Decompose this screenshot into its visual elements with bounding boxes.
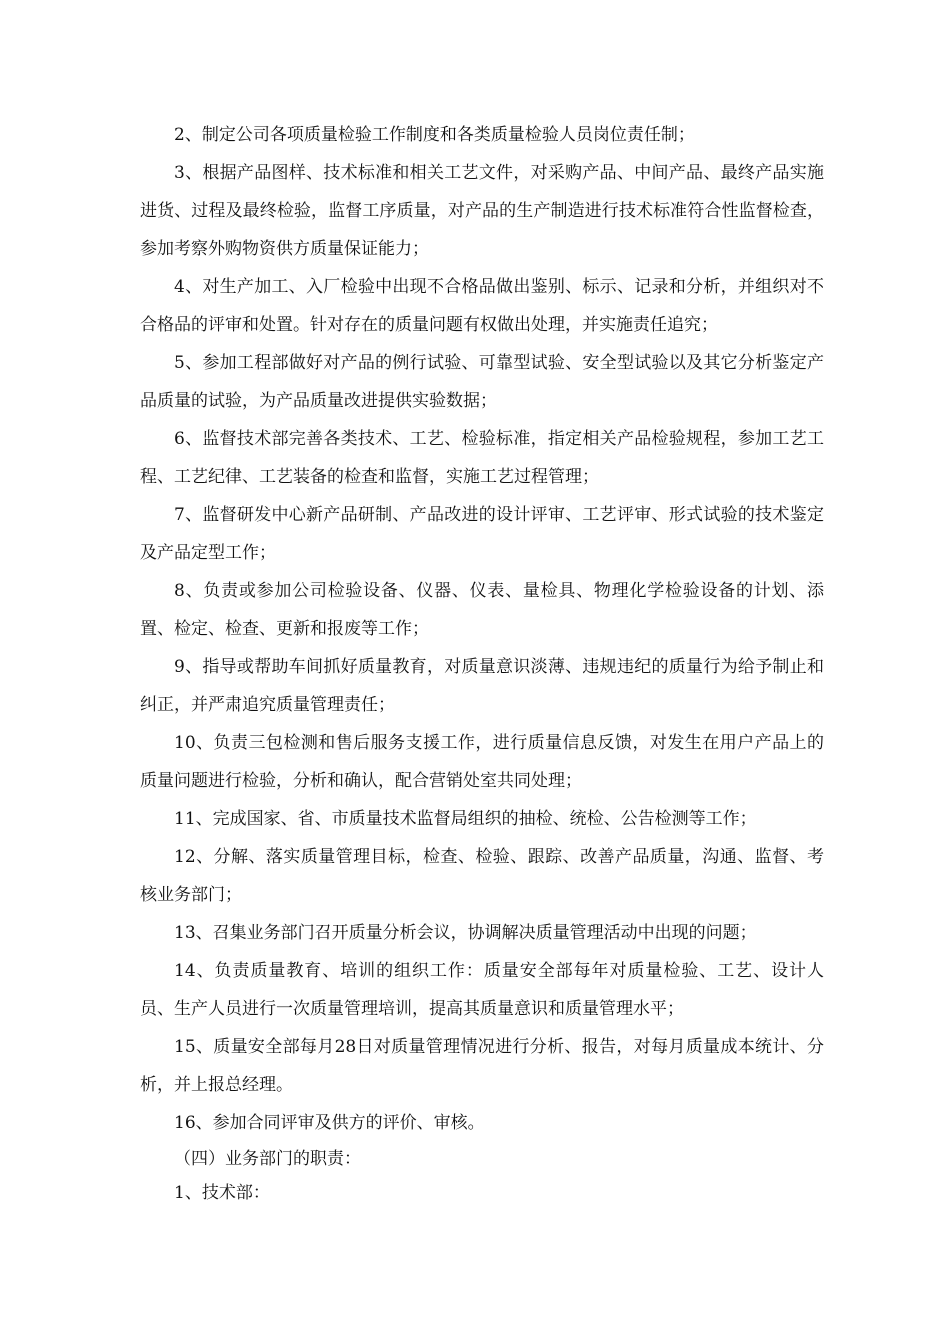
paragraph-item-2: 2、制定公司各项质量检验工作制度和各类质量检验人员岗位责任制；: [174, 125, 695, 145]
paragraph-item-11: 11、完成国家、省、市质量技术监督局组织的抽检、统检、公告检测等工作；: [174, 809, 757, 829]
document-page: [140, 116, 824, 1210]
paragraph-item-3: 3、根据产品图样、技术标准和相关工艺文件，对采购产品、中间产品、最终产品实施进货、过程及最终检验，监督工序质量，对产品的生产制造进行技术标准符合性监督检查，参加考察外购物资供方质量保证能力；: [140, 163, 824, 259]
paragraph-item-8: 8、负责或参加公司检验设备、仪器、仪表、量检具、物理化学检验设备的计划、添置、检定、检查、更新和报废等工作；: [140, 581, 824, 639]
paragraph-item-15: 15、质量安全部每月28日对质量管理情况进行分析、报告，对每月质量成本统计、分析，并上报总经理。: [140, 1037, 824, 1095]
paragraph-item-5: 5、参加工程部做好对产品的例行试验、可靠型试验、安全型试验以及其它分析鉴定产品质量的试验，为产品质量改进提供实验数据；: [140, 353, 824, 411]
paragraph-item-10: 10、负责三包检测和售后服务支援工作，进行质量信息反馈，对发生在用户产品上的质量问题进行检验，分析和确认，配合营销处室共同处理；: [140, 733, 824, 791]
paragraph-item-4: 4、对生产加工、入厂检验中出现不合格品做出鉴别、标示、记录和分析，并组织对不合格品的评审和处置。针对存在的质量问题有权做出处理，并实施责任追究；: [140, 277, 824, 335]
subsection-heading-tech-dept: 1、技术部：: [174, 1183, 270, 1203]
paragraph-item-13: 13、召集业务部门召开质量分析会议，协调解决质量管理活动中出现的问题；: [174, 923, 757, 943]
paragraph-item-14: 14、负责质量教育、培训的组织工作：质量安全部每年对质量检验、工艺、设计人员、生产人员进行一次质量管理培训，提高其质量意识和质量管理水平；: [140, 961, 824, 1019]
paragraph-item-6: 6、监督技术部完善各类技术、工艺、检验标准，指定相关产品检验规程，参加工艺工程、工艺纪律、工艺装备的检查和监督，实施工艺过程管理；: [140, 429, 824, 487]
paragraph-item-16: 16、参加合同评审及供方的评价、审核。: [174, 1113, 485, 1133]
paragraph-item-12: 12、分解、落实质量管理目标，检查、检验、跟踪、改善产品质量，沟通、监督、考核业务部门；: [140, 847, 824, 905]
paragraph-item-7: 7、监督研发中心新产品研制、产品改进的设计评审、工艺评审、形式试验的技术鉴定及产品定型工作；: [140, 505, 824, 563]
paragraph-item-9: 9、指导或帮助车间抓好质量教育，对质量意识淡薄、违规违纪的质量行为给予制止和纠正，并严肃追究质量管理责任；: [140, 657, 824, 715]
section-heading-business-duties: （四）业务部门的职责：: [174, 1149, 361, 1169]
